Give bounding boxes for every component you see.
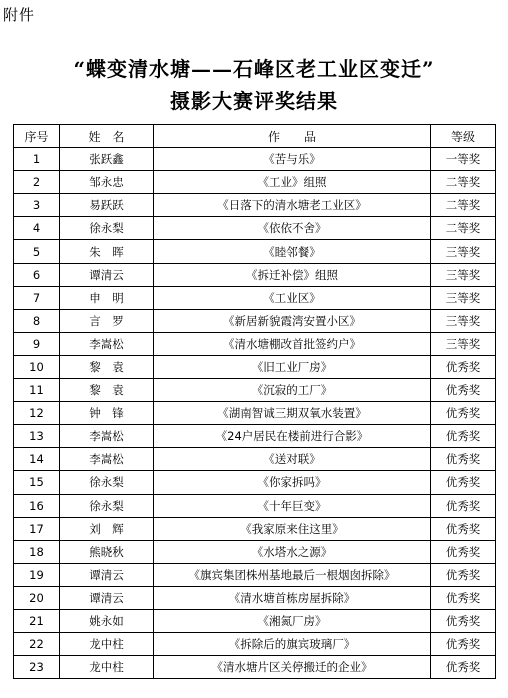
cell-name: 李嵩松 [60,448,154,471]
title-line-2: 摄影大赛评奖结果 [170,89,338,113]
cell-name: 李嵩松 [60,332,154,355]
cell-prize: 优秀奖 [431,425,496,448]
cell-name: 朱 晖 [60,240,154,263]
cell-index: 21 [14,609,60,632]
cell-prize: 三等奖 [431,332,496,355]
cell-name: 易跃跃 [60,194,154,217]
cell-name: 姚永如 [60,609,154,632]
header-prize: 等级 [431,125,496,148]
cell-prize: 优秀奖 [431,379,496,402]
cell-prize: 优秀奖 [431,402,496,425]
table-row [14,425,496,448]
cell-index: 17 [14,517,60,540]
cell-prize: 优秀奖 [431,540,496,563]
cell-work: 《清水塘片区关停搬迁的企业》 [154,656,431,679]
table-row [14,379,496,402]
cell-work: 《拆迁补偿》组照 [154,263,431,286]
table-row [14,148,496,171]
attachment-label: 附件 [3,6,36,24]
results-table [13,124,496,679]
cell-index: 16 [14,494,60,517]
cell-work: 《旗宾集团株州基地最后一根烟囱拆除》 [154,563,431,586]
cell-work: 《十年巨变》 [154,494,431,517]
cell-name: 徐永梨 [60,494,154,517]
table-row [14,402,496,425]
cell-work: 《旧工业厂房》 [154,355,431,378]
cell-prize: 优秀奖 [431,656,496,679]
cell-name: 钟 锋 [60,402,154,425]
table-row [14,540,496,563]
cell-prize: 优秀奖 [431,517,496,540]
cell-name: 申 明 [60,286,154,309]
cell-prize: 二等奖 [431,217,496,240]
table-row [14,286,496,309]
table-row [14,563,496,586]
cell-work: 《拆除后的旗宾玻璃厂》 [154,633,431,656]
cell-work: 《水塔水之源》 [154,540,431,563]
cell-work: 《湖南智诚三期双氧水装置》 [154,402,431,425]
table-row [14,656,496,679]
table-row [14,494,496,517]
cell-index: 23 [14,656,60,679]
cell-index: 11 [14,379,60,402]
table-row [14,471,496,494]
cell-prize: 三等奖 [431,309,496,332]
cell-prize: 三等奖 [431,286,496,309]
cell-name: 龙中柱 [60,633,154,656]
table-row [14,332,496,355]
cell-index: 12 [14,402,60,425]
cell-name: 言 罗 [60,309,154,332]
cell-index: 14 [14,448,60,471]
cell-index: 22 [14,633,60,656]
cell-index: 5 [14,240,60,263]
table-row [14,586,496,609]
cell-name: 刘 辉 [60,517,154,540]
cell-work: 《苦与乐》 [154,148,431,171]
cell-name: 张跃鑫 [60,148,154,171]
table-header-row [14,125,496,148]
cell-index: 10 [14,355,60,378]
cell-index: 18 [14,540,60,563]
cell-name: 谭清云 [60,263,154,286]
cell-prize: 二等奖 [431,194,496,217]
cell-work: 《工业区》 [154,286,431,309]
cell-prize: 优秀奖 [431,448,496,471]
cell-prize: 二等奖 [431,171,496,194]
table-row [14,448,496,471]
cell-prize: 优秀奖 [431,586,496,609]
cell-prize: 三等奖 [431,240,496,263]
cell-index: 15 [14,471,60,494]
cell-work: 《你家拆吗》 [154,471,431,494]
cell-prize: 优秀奖 [431,563,496,586]
table-row [14,240,496,263]
table-row [14,609,496,632]
table-row [14,194,496,217]
cell-prize: 一等奖 [431,148,496,171]
cell-prize: 三等奖 [431,263,496,286]
cell-work: 《清水塘棚改首批签约户》 [154,332,431,355]
cell-work: 《睦邻餐》 [154,240,431,263]
cell-work: 《新居新貌霞湾安置小区》 [154,309,431,332]
cell-name: 李嵩松 [60,425,154,448]
cell-name: 谭清云 [60,563,154,586]
cell-name: 黎 袁 [60,379,154,402]
cell-name: 黎 袁 [60,355,154,378]
table-row [14,171,496,194]
cell-index: 9 [14,332,60,355]
cell-prize: 优秀奖 [431,471,496,494]
cell-index: 13 [14,425,60,448]
cell-prize: 优秀奖 [431,609,496,632]
cell-index: 4 [14,217,60,240]
cell-index: 8 [14,309,60,332]
cell-prize: 优秀奖 [431,633,496,656]
cell-work: 《工业》组照 [154,171,431,194]
cell-index: 20 [14,586,60,609]
cell-index: 1 [14,148,60,171]
cell-work: 《湘氮厂房》 [154,609,431,632]
cell-work: 《我家原来住这里》 [154,517,431,540]
cell-prize: 优秀奖 [431,355,496,378]
table-row [14,355,496,378]
table-row [14,633,496,656]
cell-work: 《依依不舍》 [154,217,431,240]
title-line-1: “蝶变清水塘——石峰区老工业区变迁” [73,57,435,81]
cell-name: 邹永忠 [60,171,154,194]
table-row [14,263,496,286]
header-index: 序号 [14,125,60,148]
cell-work: 《送对联》 [154,448,431,471]
cell-name: 徐永梨 [60,217,154,240]
cell-work: 《日落下的清水塘老工业区》 [154,194,431,217]
table-row [14,217,496,240]
cell-index: 3 [14,194,60,217]
cell-name: 熊晓秋 [60,540,154,563]
header-name: 姓 名 [60,125,154,148]
cell-name: 龙中柱 [60,656,154,679]
cell-work: 《清水塘首栋房屋拆除》 [154,586,431,609]
cell-index: 7 [14,286,60,309]
table-row [14,517,496,540]
cell-index: 19 [14,563,60,586]
cell-work: 《沉寂的工厂》 [154,379,431,402]
cell-prize: 优秀奖 [431,494,496,517]
cell-name: 谭清云 [60,586,154,609]
header-work: 作 品 [154,125,431,148]
cell-index: 2 [14,171,60,194]
table-row [14,309,496,332]
cell-name: 徐永梨 [60,471,154,494]
cell-work: 《24户居民在楼前进行合影》 [154,425,431,448]
cell-index: 6 [14,263,60,286]
